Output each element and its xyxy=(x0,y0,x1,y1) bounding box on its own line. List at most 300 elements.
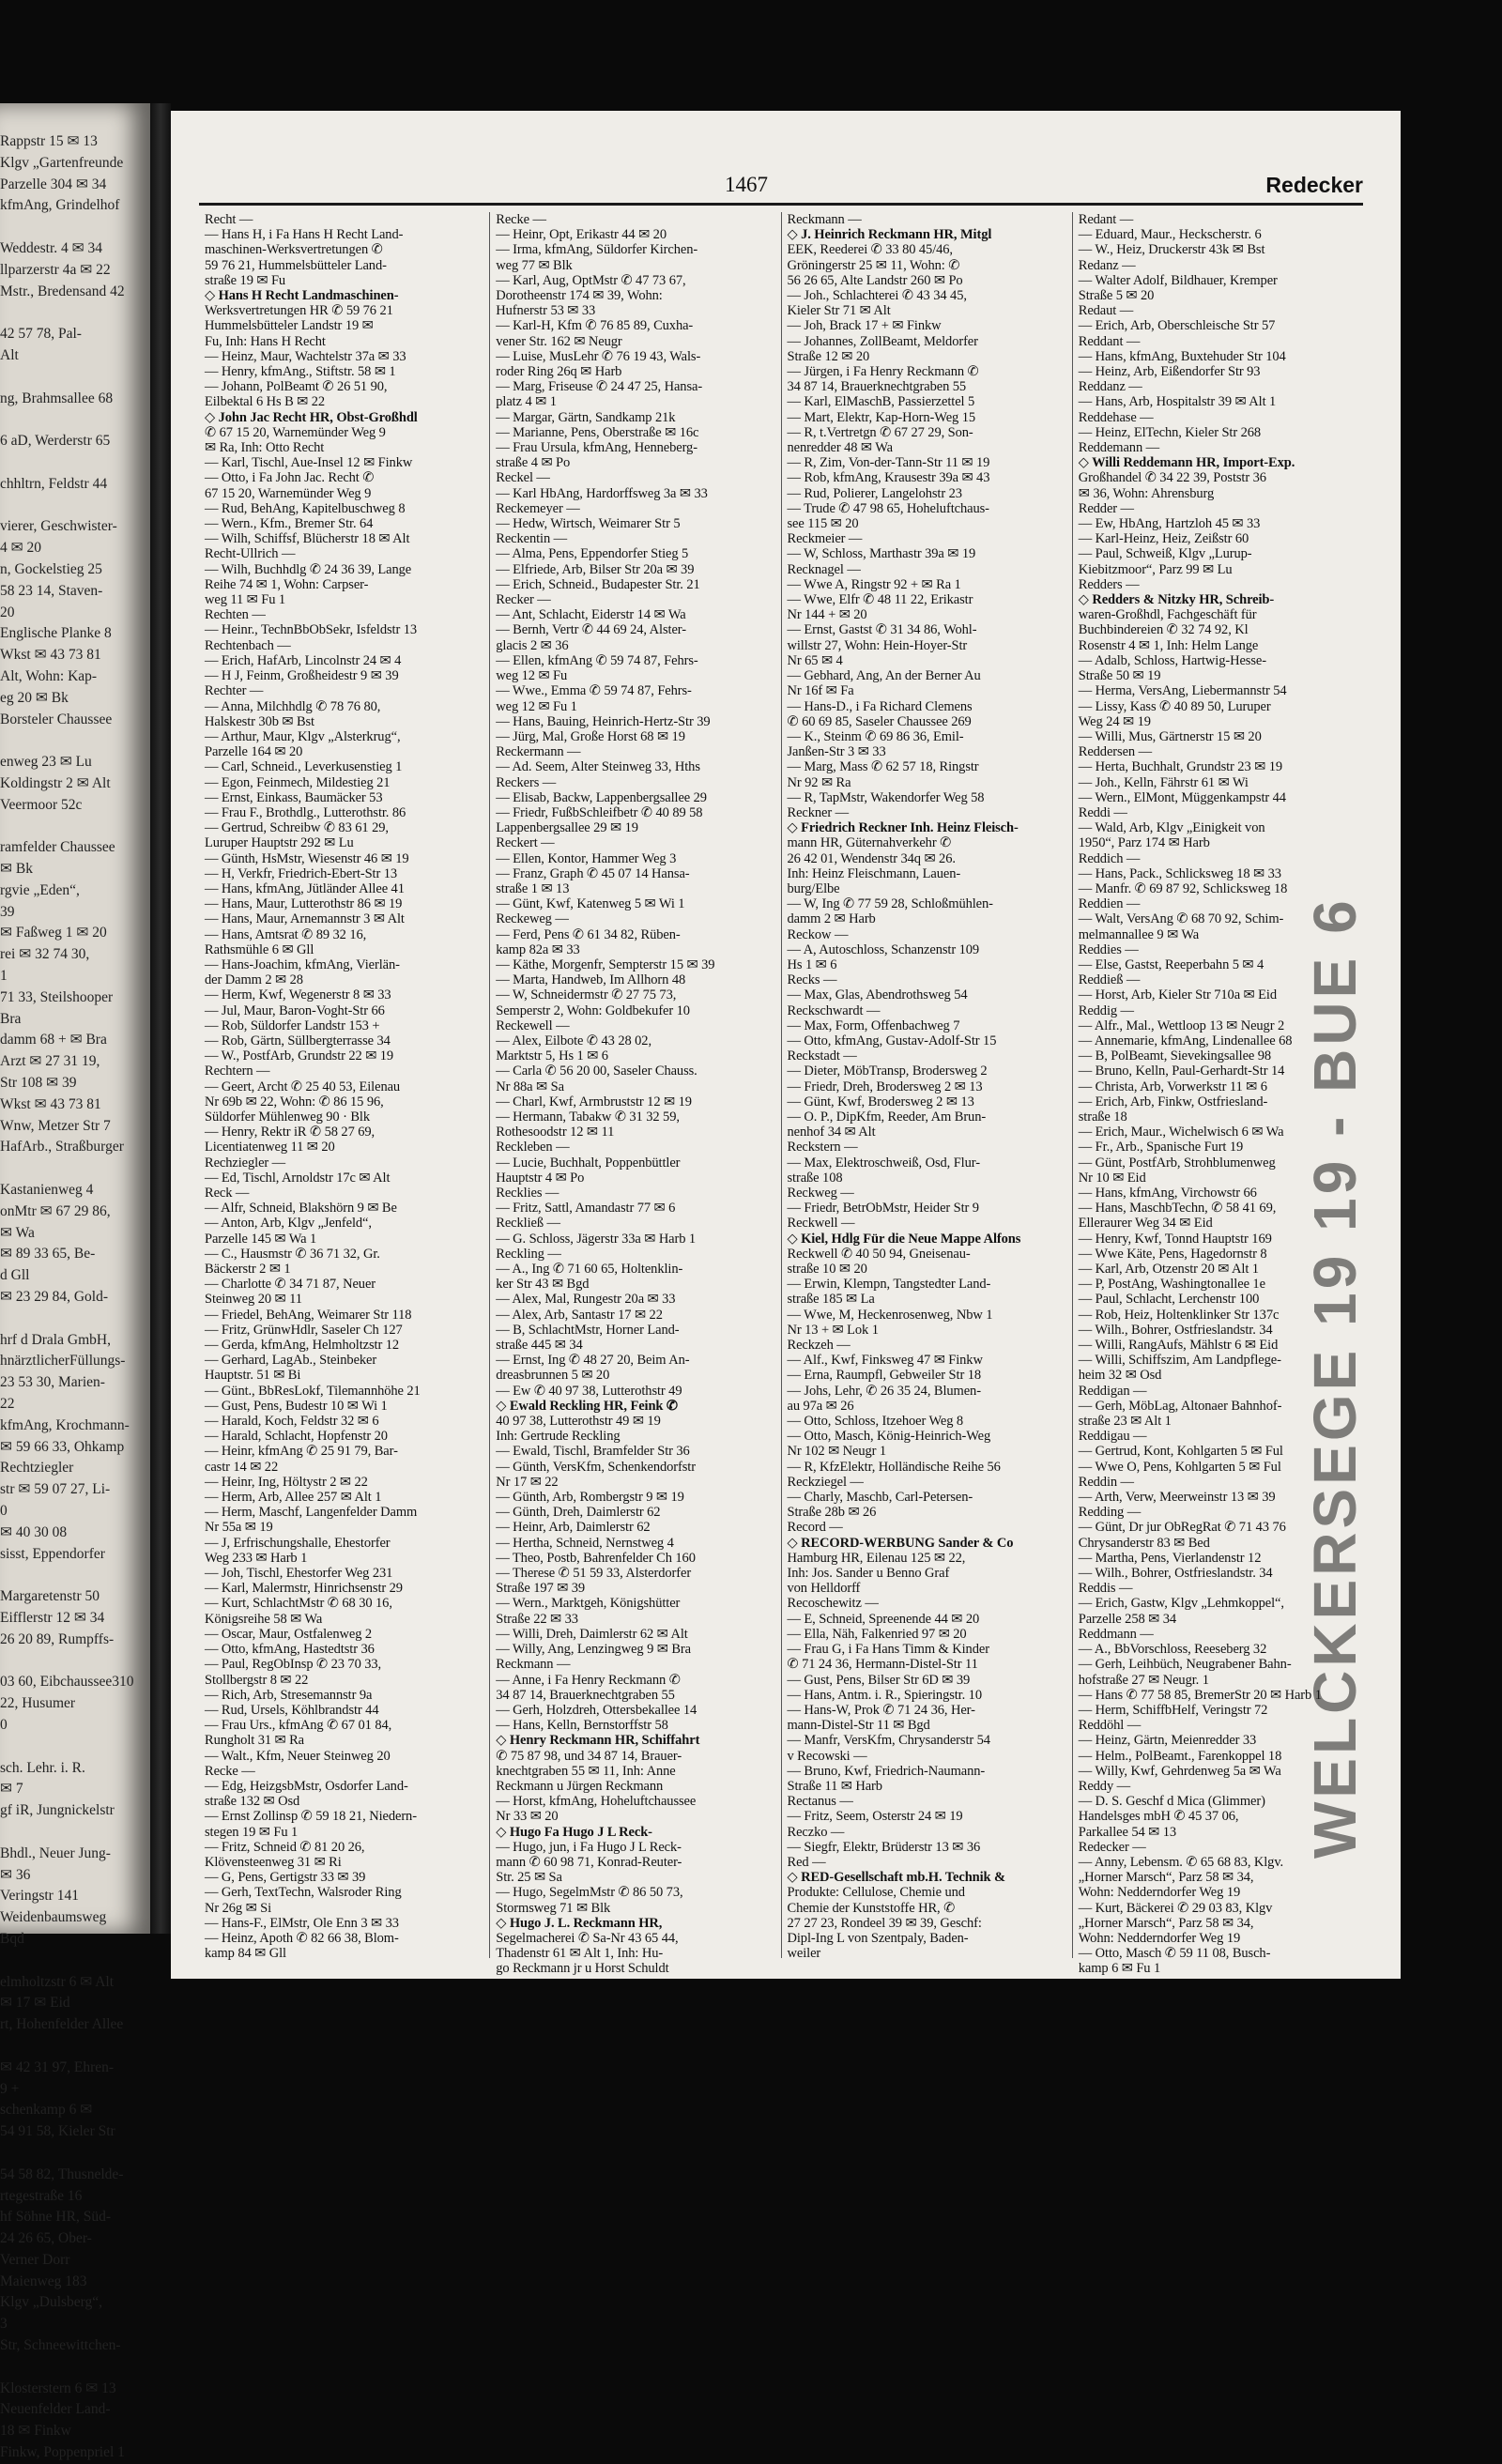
directory-line: — Alex, Arb, Santastr 17 ✉ 22 xyxy=(496,1307,663,1323)
directory-line: — Henry, kfmAng., Stiftstr. 58 ✉ 1 xyxy=(205,364,396,380)
directory-line: Nr 92 ✉ Ra xyxy=(787,774,851,790)
directory-line: — Rud, BehAng, Kapitelbuschweg 8 xyxy=(205,500,406,516)
left-page-line xyxy=(0,1158,150,1180)
directory-line: — Paul, Schweiß, Klgv „Lurup- xyxy=(1078,546,1252,562)
directory-line: — Hans H, i Fa Hans H Recht Land- xyxy=(205,227,404,243)
left-page-line: rgvie „Eden“, xyxy=(0,881,80,898)
left-page-line: Bra xyxy=(0,1010,22,1027)
directory-line: — Otto, Masch, König-Heinrich-Weg xyxy=(787,1429,991,1445)
directory-line: — Fritz, GrünwHdlr, Saseler Ch 127 xyxy=(205,1322,403,1338)
directory-line: Reckemeyer — xyxy=(496,500,580,516)
directory-line: — Herm, Kwf, Wegenerstr 8 ✉ 33 xyxy=(205,987,391,1003)
directory-line: Nr 65 ✉ 4 xyxy=(787,652,843,668)
directory-line: — Fritz, Seem, Osterstr 24 ✉ 19 xyxy=(787,1809,963,1825)
directory-line: Reckstern — xyxy=(787,1140,858,1155)
directory-line: — Gerda, kfmAng, Helmholtzstr 12 xyxy=(205,1338,400,1354)
left-page-line: ramfelder Chaussee xyxy=(0,839,115,856)
directory-line: ◇ Willi Reddemann HR, Import-Exp. xyxy=(1078,455,1295,471)
directory-line: — Heinz, ElTechn, Kieler Str 268 xyxy=(1078,424,1262,440)
directory-line: Reckwell ✆ 40 50 94, Gneisenau- xyxy=(787,1246,971,1262)
left-page-line: rt, Hohenfelder Allee xyxy=(0,2016,124,2033)
left-page-line: str ✉ 59 07 27, Li- xyxy=(0,1481,111,1498)
left-page-line: Bqd xyxy=(0,1930,24,1947)
side-stamp: WELCKERSEGE 19 19 - BUE 6 xyxy=(1301,896,1369,1859)
left-page-line: vierer, Geschwister- xyxy=(0,518,117,535)
directory-line: Weg 24 ✉ 19 xyxy=(1078,713,1151,729)
left-page-line: Kastanienweg 4 xyxy=(0,1182,94,1199)
left-page-line: damm 68 + ✉ Bra xyxy=(0,1032,107,1048)
directory-line: — Rich, Arb, Stresemannstr 9a xyxy=(205,1687,373,1703)
directory-line: Nr 16f ✉ Fa xyxy=(787,683,854,699)
directory-line: — W, Ing ✆ 77 59 28, Schloßmühlen- xyxy=(787,896,993,912)
left-page-line: Koldingstr 2 ✉ Alt xyxy=(0,774,111,791)
directory-line: weg 11 ✉ Fu 1 xyxy=(205,592,286,608)
directory-line: Rungholt 31 ✉ Ra xyxy=(205,1733,305,1749)
directory-line: straße 19 ✉ Fu xyxy=(205,272,286,288)
directory-line: Licentiatenweg 11 ✉ 20 xyxy=(205,1140,335,1155)
left-page-line: Str, Schneewittchen- xyxy=(0,2337,121,2354)
left-page-line xyxy=(0,409,150,431)
directory-line: Redaut — xyxy=(1078,303,1134,319)
directory-line: — Edg, HeizgsbMstr, Osdorfer Land- xyxy=(205,1778,408,1794)
directory-line: Parzelle 145 ✉ Wa 1 xyxy=(205,1231,317,1247)
left-page-line: Maienweg 183 xyxy=(0,2273,87,2289)
directory-line: — Günt, Kwf, Katenweg 5 ✉ Wi 1 xyxy=(496,896,685,912)
left-page-line: 22, Husumer xyxy=(0,1695,76,1712)
directory-line: — Fr., Arb., Spanische Furt 19 xyxy=(1078,1140,1244,1155)
directory-line: ◇ Henry Reckmann HR, Schiffahrt xyxy=(496,1733,700,1749)
directory-line: Reddmann — xyxy=(1078,1626,1154,1642)
directory-line: — Alma, Pens, Eppendorfer Stieg 5 xyxy=(496,546,689,562)
directory-line: Straße 28b ✉ 26 xyxy=(787,1505,877,1521)
directory-line: Süldorfer Mühlenweg 90 · Blk xyxy=(205,1109,371,1125)
directory-line: — Heinr, kfmAng ✆ 25 91 79, Bar- xyxy=(205,1444,398,1460)
directory-line: — Alfr, Schneid, Blakshörn 9 ✉ Be xyxy=(205,1201,397,1217)
directory-line: Reckert — xyxy=(496,835,555,851)
directory-line: Reddig — xyxy=(1078,1002,1134,1018)
directory-line: — Geert, Archt ✆ 25 40 53, Eilenau xyxy=(205,1079,401,1094)
directory-line: Straße 11 ✉ Harb xyxy=(787,1778,882,1794)
directory-line: Nr 102 ✉ Neugr 1 xyxy=(787,1444,887,1460)
directory-line: — Ernst, Ing ✆ 48 27 20, Beim An- xyxy=(496,1353,690,1369)
directory-line: Reddis — xyxy=(1078,1581,1133,1597)
directory-line: Reddöhl — xyxy=(1078,1718,1142,1734)
left-page-line: 03 60, Eibchaussee310 xyxy=(0,1674,134,1691)
directory-line: — Hans, Maur, Lutterothstr 86 ✉ 19 xyxy=(205,896,403,912)
left-page-line xyxy=(0,1309,150,1330)
left-page-line: ✉ Faßweg 1 ✉ 20 xyxy=(0,925,107,941)
left-page-line: hrf d Drala GmbH, xyxy=(0,1331,111,1348)
directory-line: — Horst, kfmAng, Hoheluftchaussee xyxy=(496,1794,697,1810)
directory-line: — A., Ing ✆ 71 60 65, Holtenklin- xyxy=(496,1262,683,1278)
directory-line: straße 23 ✉ Alt 1 xyxy=(1078,1414,1172,1430)
left-page-line: eg 20 ✉ Bk xyxy=(0,689,69,706)
left-page-line: Borsteler Chaussee xyxy=(0,711,113,727)
directory-line: — Alex, Mal, Rungestr 20a ✉ 33 xyxy=(496,1292,676,1308)
directory-line: — Hans, Amtsrat ✆ 89 32 16, xyxy=(205,926,367,942)
directory-line: — Martha, Pens, Vierlandenstr 12 xyxy=(1078,1550,1262,1566)
left-page-line: 26 20 89, Rumpffs- xyxy=(0,1630,115,1647)
directory-line: — Wald, Arb, Klgv „Einigkeit von xyxy=(1078,820,1265,836)
directory-line: Nr 13 + ✉ Lok 1 xyxy=(787,1322,879,1338)
directory-line: — Willi, Mus, Gärtnerstr 15 ✉ 20 xyxy=(1078,728,1262,744)
directory-line: Steinweg 20 ✉ 11 xyxy=(205,1292,302,1308)
directory-line: — Gust, Pens, Budestr 10 ✉ Wi 1 xyxy=(205,1398,388,1414)
left-page-line: n, Gockelstieg 25 xyxy=(0,560,102,577)
directory-line: Reczko — xyxy=(787,1824,845,1840)
left-page-line: 18 ✉ Finkw xyxy=(0,2423,71,2440)
left-page-line: Mstr., Bredensand 42 xyxy=(0,283,125,299)
directory-line: Reddies — xyxy=(1078,941,1139,957)
directory-line: Reddanz — xyxy=(1078,379,1142,395)
directory-line: straße 10 ✉ 20 xyxy=(787,1262,867,1278)
directory-line: — Heinz, Apoth ✆ 82 66 38, Blom- xyxy=(205,1930,399,1946)
directory-line: Segelmacherei ✆ Sa-Nr 43 65 44, xyxy=(496,1930,679,1946)
directory-line: Nr 55a ✉ 19 xyxy=(205,1520,273,1536)
directory-line: — G, Pens, Gertigstr 33 ✉ 39 xyxy=(205,1870,366,1886)
directory-line: burg/Elbe xyxy=(787,880,840,896)
directory-line: Parzelle 258 ✉ 34 xyxy=(1078,1611,1177,1627)
left-page-line: Veringstr 141 xyxy=(0,1888,79,1905)
directory-line: — Karl-Heinz, Heiz, Zeißstr 60 xyxy=(1078,531,1249,547)
directory-line: Stollbergstr 8 ✉ 22 xyxy=(205,1672,309,1688)
directory-line: — Friedr, BetrObMstr, Heider Str 9 xyxy=(787,1201,979,1217)
directory-line: Nr 88a ✉ Sa xyxy=(496,1079,564,1094)
directory-line: — Gertrud, Schreibw ✆ 83 61 29, xyxy=(205,820,389,836)
left-page-line: Klgv „Gartenfreunde xyxy=(0,154,124,171)
directory-line: 67 15 20, Warnemünder Weg 9 xyxy=(205,485,372,501)
directory-line: dreasbrunnen 5 ✉ 20 xyxy=(496,1368,610,1384)
directory-line: — Joh, Tischl, Ehestorfer Weg 231 xyxy=(205,1566,393,1582)
directory-line: — Erich, Maur., Wichelwisch 6 ✉ Wa xyxy=(1078,1125,1284,1140)
directory-line: — Gertrud, Kont, Kohlgarten 5 ✉ Ful xyxy=(1078,1444,1283,1460)
directory-line: Reddant — xyxy=(1078,333,1141,349)
left-page-line: Wnw, Metzer Str 7 xyxy=(0,1117,111,1134)
directory-line: Rothesoodstr 12 ✉ 11 xyxy=(496,1125,615,1140)
directory-line: — Alex, Eilbote ✆ 43 28 02, xyxy=(496,1033,651,1048)
directory-line: — Karl, Malermstr, Hinrichsenstr 29 xyxy=(205,1581,403,1597)
directory-line: Parzelle 164 ✉ 20 xyxy=(205,744,303,760)
directory-line: — Karl-H, Kfm ✆ 76 85 89, Cuxha- xyxy=(496,318,694,334)
page-header xyxy=(199,171,1363,206)
directory-line: — Frau Urs., kfmAng ✆ 67 01 84, xyxy=(205,1718,392,1734)
left-page-line: ✉ Bk xyxy=(0,861,33,878)
directory-line: — Anna, Milchhdlg ✆ 78 76 80, xyxy=(205,698,381,714)
directory-line: — G. Schloss, Jägerstr 33a ✉ Harb 1 xyxy=(496,1231,697,1247)
directory-line: Redding — xyxy=(1078,1505,1142,1521)
left-page-line: 0 xyxy=(0,1503,8,1519)
directory-line: — B, SchlachtMstr, Horner Land- xyxy=(496,1322,680,1338)
directory-line: „Horner Marsch“, Parz 58 ✉ 34, xyxy=(1078,1915,1254,1931)
directory-line: Inh: Gertrude Reckling xyxy=(496,1429,621,1445)
directory-line: Hummelsbütteler Landstr 19 ✉ xyxy=(205,318,374,334)
directory-line: Großhandel ✆ 34 22 39, Poststr 36 xyxy=(1078,470,1266,486)
directory-line: Reckmeier — xyxy=(787,531,863,547)
directory-line: — Hans, kfmAng, Virchowstr 66 xyxy=(1078,1186,1257,1201)
directory-line: — Günth, VersKfm, Schenkendorfstr xyxy=(496,1459,696,1475)
directory-line: — Charlotte ✆ 34 71 87, Neuer xyxy=(205,1277,376,1293)
directory-line: Rechten — xyxy=(205,607,266,623)
directory-line: — Helm., PolBeamt., Farenkoppel 18 xyxy=(1078,1748,1282,1764)
directory-line: — Paul, RegObInsp ✆ 23 70 33, xyxy=(205,1657,382,1673)
directory-line: nenhof 34 ✉ Alt xyxy=(787,1125,876,1140)
directory-line: — Herm, Maschf, Langenfelder Damm xyxy=(205,1505,418,1521)
left-page-line xyxy=(0,1565,150,1586)
directory-line: der Damm 2 ✉ 28 xyxy=(205,972,303,988)
directory-line: — Karl, Tischl, Aue-Insel 12 ✉ Finkw xyxy=(205,455,413,471)
left-page-text xyxy=(0,131,150,2464)
directory-line: Reckmann — xyxy=(787,212,862,227)
directory-line: weg 12 ✉ Fu 1 xyxy=(496,698,577,714)
directory-line: straße 1 ✉ 13 xyxy=(496,880,570,896)
directory-line: — Margar, Gärtn, Sandkamp 21k xyxy=(496,409,676,425)
left-page-line: Wkst ✉ 43 73 81 xyxy=(0,1095,101,1112)
directory-line: — Willi, RangAufs, Mählstr 6 ✉ Eid xyxy=(1078,1338,1279,1354)
directory-line: — Erich, Arb, Oberschleische Str 57 xyxy=(1078,318,1276,334)
directory-line: Rectanus — xyxy=(787,1794,853,1810)
directory-line: — Ellen, Kontor, Hammer Weg 3 xyxy=(496,850,677,866)
left-page-line: Englische Planke 8 xyxy=(0,625,112,642)
directory-line: Reddigan — xyxy=(1078,1383,1147,1399)
directory-line: Recke — xyxy=(205,1763,255,1779)
directory-line: — Wilh, Schiffsf, Blücherstr 18 ✉ Alt xyxy=(205,531,410,547)
directory-line: — Walt, VersAng ✆ 68 70 92, Schim- xyxy=(1078,911,1284,927)
directory-line: — Heinz, Gärtn, Meienredder 33 xyxy=(1078,1733,1257,1749)
directory-line: Redanz — xyxy=(1078,257,1136,273)
directory-line: vener Str. 162 ✉ Neugr xyxy=(496,333,622,349)
directory-line: — Max, Elektroschweiß, Osd, Flur- xyxy=(787,1155,980,1171)
left-page-line: Klosterstern 6 ✉ 13 xyxy=(0,2380,116,2396)
directory-line: heim 32 ✉ Osd xyxy=(1078,1368,1162,1384)
directory-line: Reckeweg — xyxy=(496,911,569,927)
directory-line: — Henry, Kwf, Tonnd Hauptstr 169 xyxy=(1078,1231,1272,1247)
directory-line: Redecker — xyxy=(1078,1839,1146,1855)
directory-line: — Willy, Ang, Lenzingweg 9 ✉ Bra xyxy=(496,1642,691,1658)
directory-line: — Hans-F., ElMstr, Ole Enn 3 ✉ 33 xyxy=(205,1915,399,1931)
left-page-line xyxy=(0,730,150,752)
directory-line: — Heinr., TechnBbObSekr, Isfeldstr 13 xyxy=(205,622,417,638)
left-page-line xyxy=(0,452,150,474)
directory-line: — H J, Feinm, Großheidestr 9 ✉ 39 xyxy=(205,668,399,684)
left-page-line: hf Söhne HR, Süd- xyxy=(0,2209,111,2226)
directory-line: — Horst, Arb, Kieler Str 710a ✉ Eid xyxy=(1078,987,1277,1003)
directory-line: Straße 12 ✉ 20 xyxy=(787,348,870,364)
directory-line: — Luise, MusLehr ✆ 76 19 43, Wals- xyxy=(496,348,701,364)
directory-line: straße 18 xyxy=(1078,1109,1127,1125)
directory-line: Rechter — xyxy=(205,683,264,699)
directory-line: 26 42 01, Wendenstr 34q ✉ 26. xyxy=(787,850,956,866)
directory-line: — Theo, Postb, Bahrenfelder Ch 160 xyxy=(496,1550,696,1566)
directory-line: mann-Distel-Str 11 ✉ Bgd xyxy=(787,1718,930,1734)
directory-line: „Horner Marsch“, Parz 58 ✉ 34, xyxy=(1078,1870,1254,1886)
directory-line: Reckewell — xyxy=(496,1018,570,1033)
directory-line: Rechziegler — xyxy=(205,1155,286,1171)
left-page-line xyxy=(0,302,150,324)
directory-line: — O. P., DipKfm, Reeder, Am Brun- xyxy=(787,1109,987,1125)
directory-line: weg 77 ✉ Blk xyxy=(496,257,573,273)
directory-line: — Erich, HafArb, Lincolnstr 24 ✉ 4 xyxy=(205,652,402,668)
left-page-line: rtegestraße 16 xyxy=(0,2187,83,2204)
directory-line: castr 14 ✉ 22 xyxy=(205,1459,279,1475)
left-page-line: Arzt ✉ 27 31 19, xyxy=(0,1053,100,1070)
directory-line: waren-Großhdl, Fachgeschäft für xyxy=(1078,607,1257,623)
directory-line: — Egon, Feinmech, Mildestieg 21 xyxy=(205,774,391,790)
directory-line: — Gerh, TextTechn, Walsroder Ring xyxy=(205,1885,402,1901)
directory-line: Recke — xyxy=(496,212,546,227)
directory-line: Dorotheenstr 174 ✉ 39, Wohn: xyxy=(496,288,663,304)
directory-line: Reckentin — xyxy=(496,531,568,547)
left-page-line: 23 53 30, Marien- xyxy=(0,1374,105,1391)
directory-line: — Fritz, Sattl, Amandastr 77 ✉ 6 xyxy=(496,1201,676,1217)
directory-line: Weg 233 ✉ Harb 1 xyxy=(205,1550,308,1566)
directory-line: Reckers — xyxy=(496,774,557,790)
directory-line: 56 26 65, Alte Landstr 260 ✉ Po xyxy=(787,272,963,288)
left-page-line: hnärztlicherFüllungs- xyxy=(0,1353,126,1370)
left-page-line xyxy=(0,2143,150,2165)
directory-line: — Manfr. ✆ 69 87 92, Schlicksweg 18 xyxy=(1078,880,1288,896)
directory-line: — Otto, kfmAng, Gustav-Adolf-Str 15 xyxy=(787,1033,997,1048)
directory-line: — Ferd, Pens ✆ 61 34 82, Rüben- xyxy=(496,926,681,942)
directory-line: — Karl HbAng, Hardorffsweg 3a ✉ 33 xyxy=(496,485,708,501)
directory-line: Straße 22 ✉ 33 xyxy=(496,1611,578,1627)
directory-line: Reckließ — xyxy=(496,1216,560,1232)
directory-line: ◇ Ewald Reckling HR, Feink ✆ xyxy=(496,1398,678,1414)
directory-line: au 97a ✉ 26 xyxy=(787,1398,854,1414)
directory-line: Rechtenbach — xyxy=(205,637,291,653)
directory-line: — Ew, HbAng, Hartzloh 45 ✉ 33 xyxy=(1078,516,1261,532)
directory-line: ◇ Hugo J. L. Reckmann HR, xyxy=(496,1915,663,1931)
directory-line: — Hedw, Wirtsch, Weimarer Str 5 xyxy=(496,516,681,532)
directory-line: — Herma, VersAng, Liebermannstr 54 xyxy=(1078,683,1287,699)
left-page-line: kfmAng, Grindelhof xyxy=(0,197,120,214)
directory-line: — Käthe, Morgenfr, Sempterstr 15 ✉ 39 xyxy=(496,957,715,972)
directory-line: 27 27 23, Rondeel 39 ✉ 39, Geschf: xyxy=(787,1915,982,1931)
left-page-line: 9 + xyxy=(0,2080,20,2097)
directory-line: Recoschewitz — xyxy=(787,1596,879,1612)
directory-line: Reddich — xyxy=(1078,850,1141,866)
directory-line: — W, Schloss, Marthastr 39a ✉ 19 xyxy=(787,546,976,562)
left-page-line: Str 108 ✉ 39 xyxy=(0,1075,77,1092)
left-page-line: 1 xyxy=(0,968,8,985)
directory-line: Chemie der Kunststoffe HR, ✆ xyxy=(787,1900,956,1916)
directory-line: — Charl, Kwf, Armbruststr 12 ✉ 19 xyxy=(496,1094,692,1110)
left-page-line: Klgv „Dulsberg“, xyxy=(0,2294,103,2311)
page-number: 1467 xyxy=(725,173,768,196)
directory-line: — Willi, Schiffszim, Am Landpflege- xyxy=(1078,1353,1281,1369)
directory-line: — R, KfzElektr, Holländische Reihe 56 xyxy=(787,1459,1001,1475)
directory-line: — W, Schneidermstr ✆ 27 75 73, xyxy=(496,987,677,1003)
directory-line: — Kurt, Bäckerei ✆ 29 03 83, Klgv xyxy=(1078,1900,1273,1916)
directory-line: 34 87 14, Brauerknechtgraben 55 xyxy=(496,1687,675,1703)
directory-line: — Gerh, Holzdreh, Ottersbekallee 14 xyxy=(496,1702,697,1718)
directory-line: Bäckerstr 2 ✉ 1 xyxy=(205,1262,291,1278)
directory-line: mann HR, Güternahverkehr ✆ xyxy=(787,835,952,851)
directory-line: — Hans, MaschbTechn, ✆ 58 41 69, xyxy=(1078,1201,1277,1217)
directory-line: — Herm, Arb, Allee 257 ✉ Alt 1 xyxy=(205,1490,382,1506)
directory-line: — Rud, Ursels, Köhlbrandstr 44 xyxy=(205,1702,379,1718)
directory-line: — Hans, kfmAng, Buxtehuder Str 104 xyxy=(1078,348,1286,364)
directory-line: — Günt, Kwf, Brodersweg 2 ✉ 13 xyxy=(787,1094,974,1110)
directory-line: Thadenstr 61 ✉ Alt 1, Inh: Hu- xyxy=(496,1946,664,1962)
directory-line: — Hans, kfmAng, Jütländer Allee 41 xyxy=(205,880,405,896)
directory-line: hofstraße 27 ✉ Neugr. 1 xyxy=(1078,1672,1209,1688)
directory-line: Inh: Jos. Sander u Benno Graf xyxy=(787,1566,950,1582)
left-page-line: d Gll xyxy=(0,1267,30,1284)
left-page-line: Rechtziegler xyxy=(0,1460,74,1477)
directory-line: nenredder 48 ✉ Wa xyxy=(787,440,893,456)
directory-line: — Henry, Rektr iR ✆ 58 27 69, xyxy=(205,1125,376,1140)
directory-line: Recklies — xyxy=(496,1186,559,1201)
directory-line: Red — xyxy=(787,1854,826,1870)
directory-line: Handelsges mbH ✆ 45 37 06, xyxy=(1078,1809,1239,1825)
directory-line: Redders — xyxy=(1078,576,1140,592)
left-page-line: 6 aD, Werderstr 65 xyxy=(0,433,111,450)
directory-line: — Wwe O, Pens, Kohlgarten 5 ✉ Ful xyxy=(1078,1459,1281,1475)
directory-line: — Joh., Schlachterei ✆ 43 34 45, xyxy=(787,288,967,304)
directory-line: — Adalb, Schloss, Hartwig-Hesse- xyxy=(1078,652,1266,668)
left-page-line: ✉ 17 ✉ Eid xyxy=(0,1995,70,2012)
directory-line: — Herm, SchiffbHelf, Veringstr 72 xyxy=(1078,1702,1268,1718)
directory-line: — Wwe A, Ringstr 92 + ✉ Ra 1 xyxy=(787,576,961,592)
directory-line: — Max, Form, Offenbachweg 7 xyxy=(787,1018,960,1033)
directory-line: Reck — xyxy=(205,1186,250,1201)
directory-line: Reckleben — xyxy=(496,1140,570,1155)
left-page-line: Finkw, Poppenpriel 1 xyxy=(0,2444,125,2461)
directory-line: EEK, Reederei ✆ 33 80 45/46, xyxy=(787,242,953,258)
directory-line: — Frau G, i Fa Hans Timm & Kinder xyxy=(787,1642,989,1658)
directory-line: — Rud, Polierer, Langelohstr 23 xyxy=(787,485,962,501)
directory-line: straße 4 ✉ Po xyxy=(496,455,571,471)
directory-line: Wohn: Nedderndorfer Weg 19 xyxy=(1078,1885,1241,1901)
left-page-line: 54 91 58, Kieler Str xyxy=(0,2123,115,2140)
directory-line: — Arthur, Maur, Klgv „Alsterkrug“, xyxy=(205,728,401,744)
directory-line: 59 76 21, Hummelsbütteler Land- xyxy=(205,257,387,273)
directory-line: — Günth, Dreh, Daimlerstr 62 xyxy=(496,1505,661,1521)
directory-line: Reckow — xyxy=(787,926,849,942)
directory-line: — Gebhard, Ang, An der Berner Au xyxy=(787,668,981,684)
directory-line: — Otto, Masch ✆ 59 11 08, Busch- xyxy=(1078,1946,1271,1962)
left-page-line xyxy=(0,496,150,517)
directory-line: — H, Verkfr, Friedrich-Ebert-Str 13 xyxy=(205,865,398,881)
directory-line: Reckschwardt — xyxy=(787,1002,881,1018)
directory-line: — A., BbVorschloss, Reeseberg 32 xyxy=(1078,1642,1267,1658)
left-page-line: ✉ 59 66 33, Ohkamp xyxy=(0,1438,125,1455)
directory-line: — Hans, Arb, Hospitalstr 39 ✉ Alt 1 xyxy=(1078,394,1277,410)
directory-line: — Ew ✆ 40 97 38, Lutterothstr 49 xyxy=(496,1383,682,1399)
left-page-line: rei ✉ 32 74 30, xyxy=(0,946,90,963)
directory-line: — Dieter, MöbTransp, Brodersweg 2 xyxy=(787,1064,988,1079)
directory-line: — Lucie, Buchhalt, Poppenbüttler xyxy=(496,1155,681,1171)
left-page-line: Neuenfelder Land- xyxy=(0,2401,111,2418)
directory-line: — Kurt, SchlachtMstr ✆ 68 30 16, xyxy=(205,1596,392,1612)
directory-line: — Gerh, Leihbüch, Neugrabener Bahn- xyxy=(1078,1657,1292,1673)
left-page-line xyxy=(0,1951,150,1972)
directory-line: 40 97 38, Lutterothstr 49 ✉ 19 xyxy=(496,1414,661,1430)
directory-line: — W., Heiz, Druckerstr 43k ✉ Bst xyxy=(1078,242,1265,258)
directory-line: straße 132 ✉ Osd xyxy=(205,1794,300,1810)
directory-line: Reckweg — xyxy=(787,1186,854,1201)
directory-line: Reddin — xyxy=(1078,1474,1134,1490)
directory-line: Rechtern — xyxy=(205,1064,270,1079)
directory-line: — Otto, i Fa John Jac. Recht ✆ xyxy=(205,470,375,486)
directory-line: Reckwell — xyxy=(787,1216,855,1232)
directory-line: — Heinz, Maur, Wachtelstr 37a ✉ 33 xyxy=(205,348,406,364)
directory-page xyxy=(171,111,1401,1979)
directory-line: Dipl-Ing L von Szentpaly, Baden- xyxy=(787,1930,969,1946)
directory-line: Reckner — xyxy=(787,804,850,820)
left-page-line: 4 ✉ 20 xyxy=(0,540,41,557)
directory-line: — P, PostAng, Washingtonallee 1e xyxy=(1078,1277,1265,1293)
